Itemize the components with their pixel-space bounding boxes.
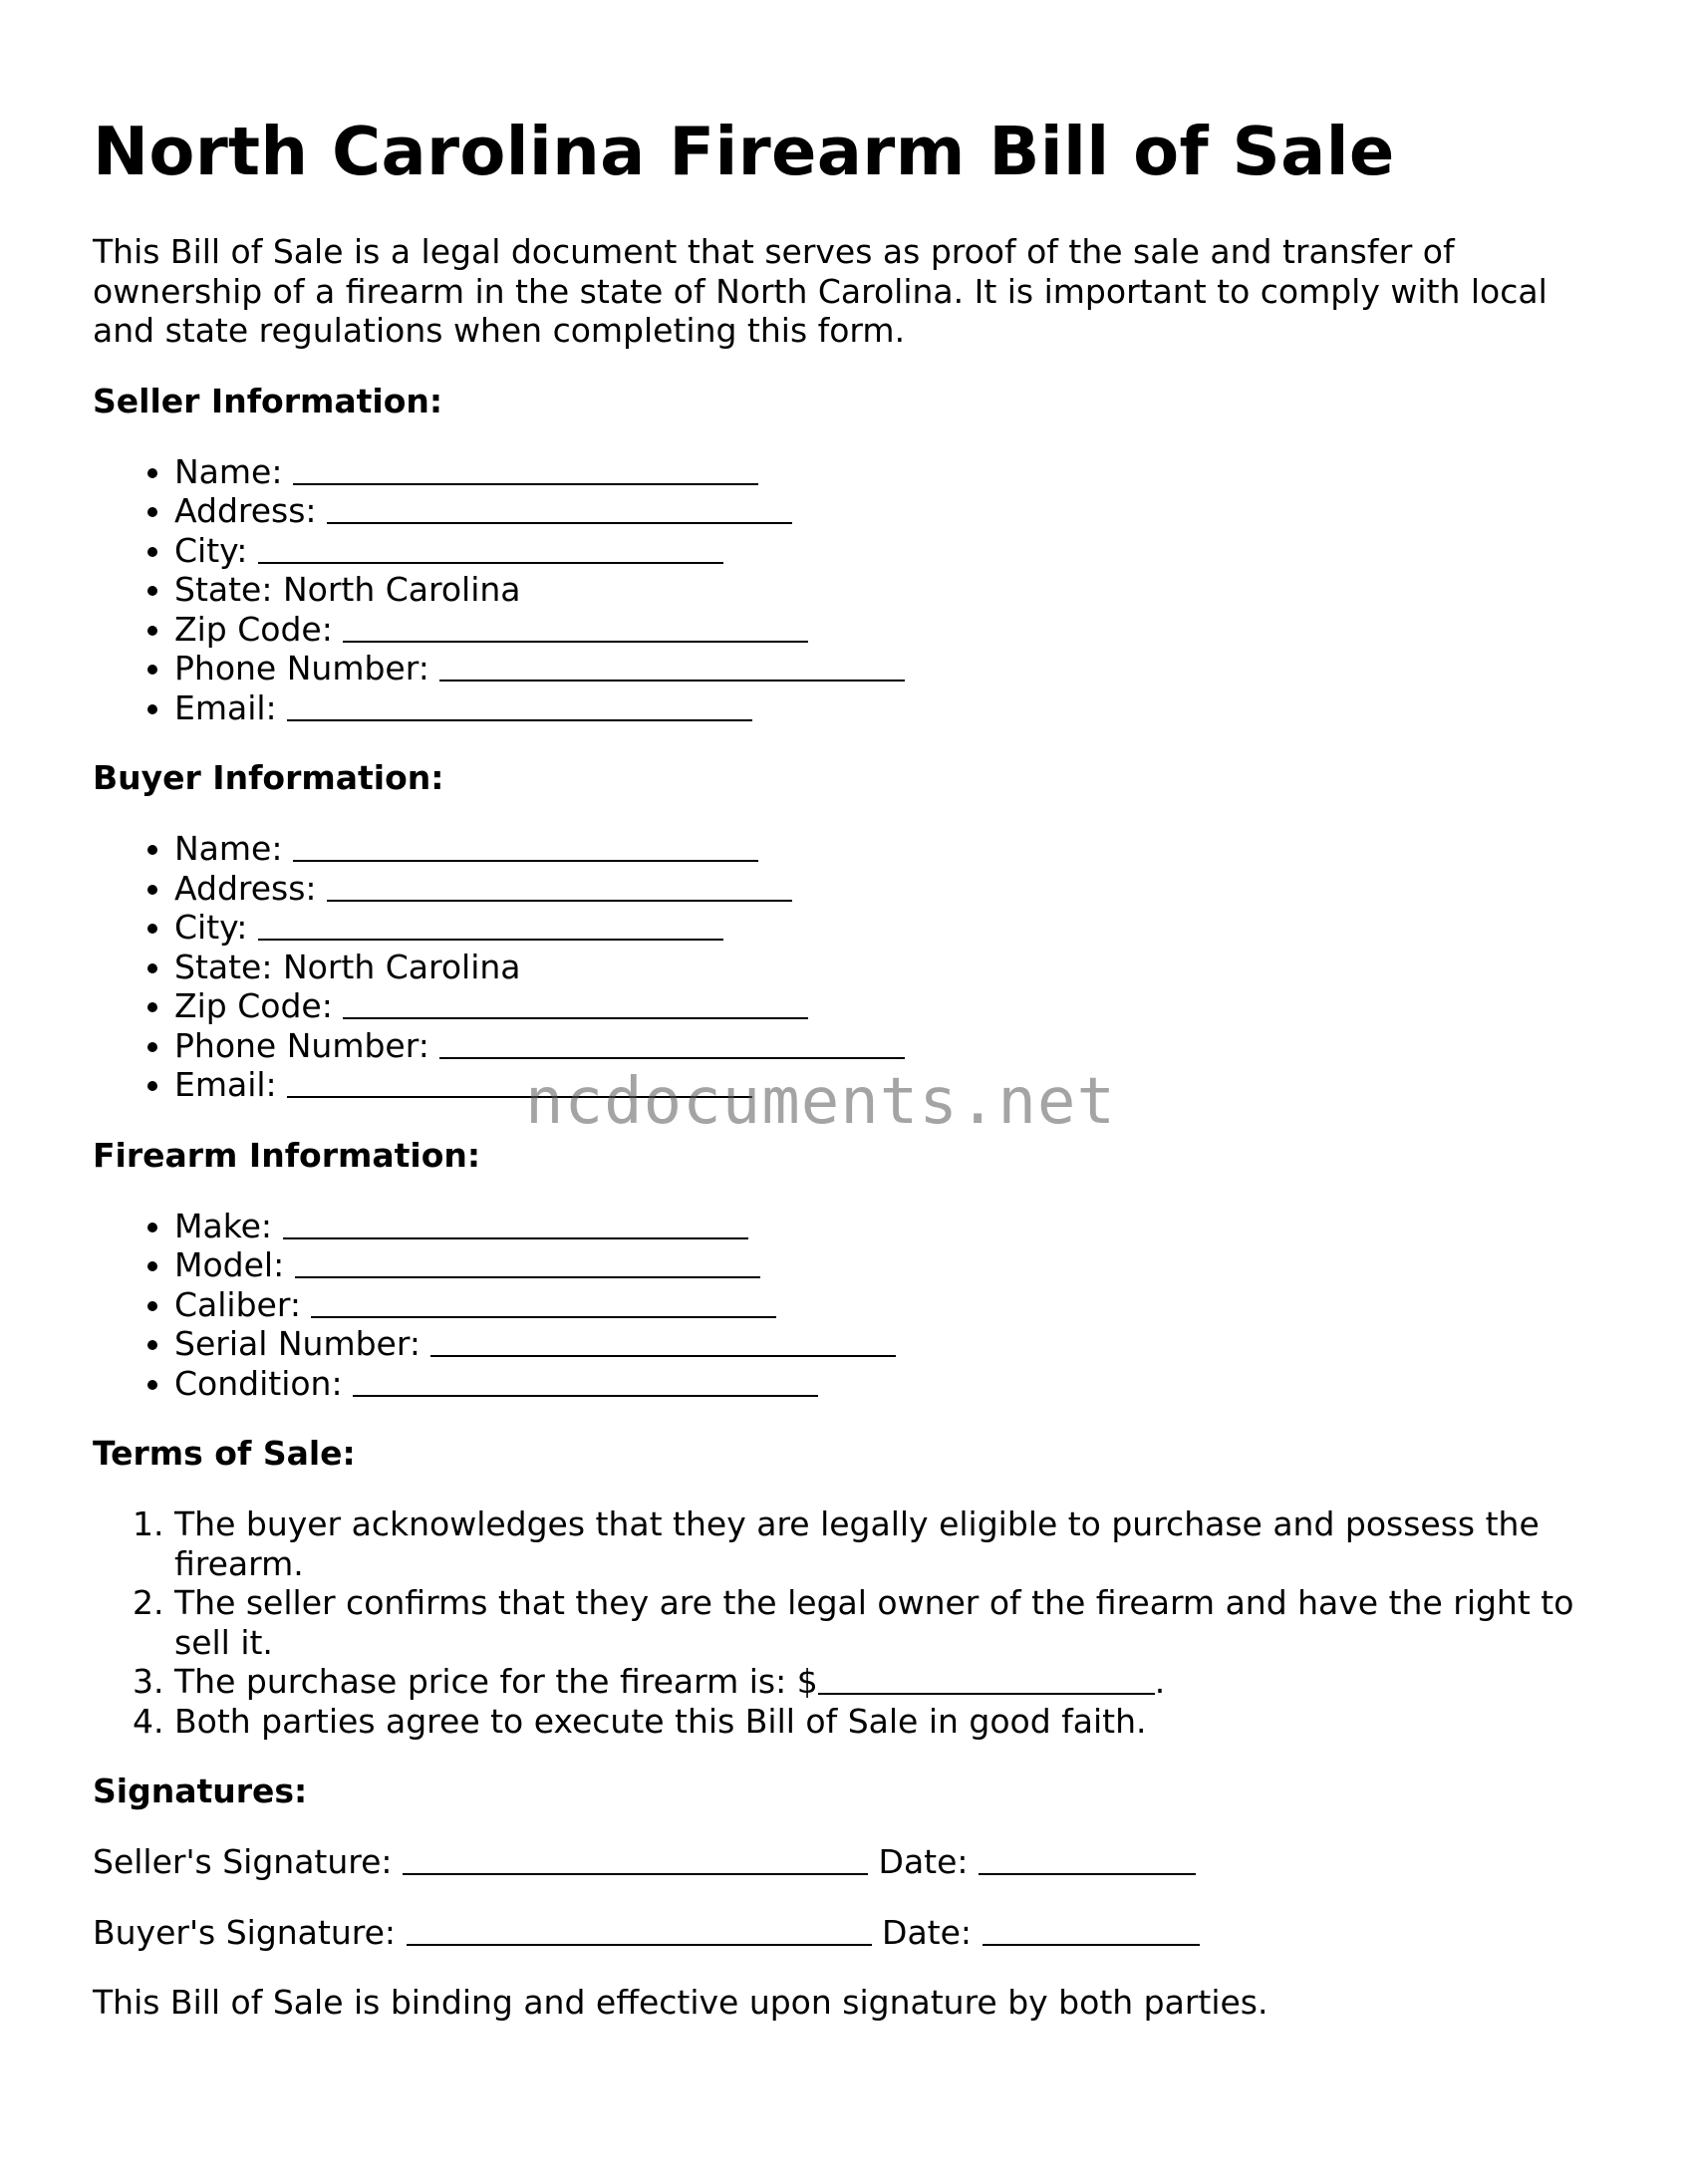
price-prefix: The purchase price for the firearm is: $ — [174, 1662, 818, 1701]
buyer-phone-item — [174, 1026, 1607, 1066]
field-label: Name: — [174, 829, 283, 868]
field-label: Zip Code: — [174, 986, 333, 1025]
firearm-make-item — [174, 1207, 1607, 1246]
purchase-price-field[interactable] — [818, 1691, 1155, 1695]
buyer-section-heading: Buyer Information: — [93, 758, 444, 797]
seller-email-item — [174, 688, 1607, 728]
field-label: Phone Number: — [174, 649, 429, 687]
firearm-serial-field[interactable] — [430, 1353, 896, 1357]
seller-email-field[interactable] — [287, 717, 752, 721]
buyer-date-field[interactable] — [983, 1942, 1200, 1946]
buyer-phone-field[interactable] — [439, 1055, 905, 1059]
terms-item-eligibility: 1. The buyer acknowledges that they are legally eligible to purchase and possess the firearm. — [174, 1504, 1607, 1583]
terms-item-ownership: 2. The seller confirms that they are the legal owner of the firearm and have the right to sell it. — [174, 1583, 1607, 1662]
seller-address-item — [174, 491, 1607, 531]
seller-phone-field[interactable] — [439, 678, 905, 682]
firearm-make-field[interactable] — [283, 1235, 748, 1239]
field-label: Condition: — [174, 1363, 343, 1403]
seller-address-field[interactable] — [327, 520, 792, 524]
seller-date-field[interactable] — [979, 1871, 1196, 1875]
terms-section-heading: Terms of Sale: — [93, 1434, 356, 1473]
firearm-caliber-item — [174, 1285, 1607, 1325]
buyer-signature-label: Buyer's Signature: — [93, 1912, 397, 1952]
firearm-model-field[interactable] — [295, 1274, 760, 1278]
field-label: City: — [174, 530, 248, 570]
firearm-model-item — [174, 1245, 1607, 1285]
seller-city-item — [174, 531, 1607, 571]
field-label: Name: — [174, 451, 283, 491]
firearm-section-heading: Firearm Information: — [93, 1135, 481, 1175]
firearm-condition-field[interactable] — [353, 1393, 818, 1397]
seller-signature-label: Seller's Signature: — [93, 1842, 393, 1881]
buyer-signature-line — [93, 1913, 1607, 1953]
firearm-caliber-field[interactable] — [311, 1314, 776, 1318]
buyer-state-value: North Carolina — [282, 947, 521, 986]
firearm-field-list — [93, 1207, 1607, 1404]
seller-signature-line — [93, 1842, 1607, 1882]
document-title: North Carolina Firearm Bill of Sale — [93, 113, 1395, 190]
field-label: Zip Code: — [174, 609, 333, 649]
watermark-text: ncdocuments.net — [525, 1065, 1116, 1139]
field-label: Model: — [174, 1245, 285, 1284]
field-label: Email: — [174, 1065, 277, 1104]
buyer-state-item — [174, 948, 1607, 987]
field-label: Address: — [174, 868, 317, 908]
seller-city-field[interactable] — [258, 560, 723, 564]
field-label: Caliber: — [174, 1284, 301, 1324]
price-suffix: . — [1154, 1662, 1166, 1701]
seller-zip-field[interactable] — [343, 639, 808, 643]
seller-zip-item — [174, 610, 1607, 650]
closing-statement: This Bill of Sale is binding and effective upon signature by both parties. — [93, 1983, 1268, 2022]
terms-item-good-faith: 4. Both parties agree to execute this Bill of Sale in good faith. — [174, 1702, 1607, 1742]
field-label: Serial Number: — [174, 1324, 421, 1363]
field-label: Make: — [174, 1206, 273, 1245]
buyer-zip-field[interactable] — [343, 1015, 808, 1019]
buyer-address-item — [174, 869, 1607, 909]
seller-name-field[interactable] — [293, 481, 758, 485]
buyer-city-item — [174, 908, 1607, 948]
buyer-name-field[interactable] — [293, 858, 758, 862]
terms-item-price — [174, 1662, 1607, 1702]
seller-name-item — [174, 452, 1607, 492]
firearm-serial-item — [174, 1324, 1607, 1364]
field-label: City: — [174, 908, 248, 947]
buyer-signature-field[interactable] — [407, 1942, 872, 1946]
buyer-zip-item — [174, 986, 1607, 1026]
field-label: Address: — [174, 491, 317, 530]
seller-state-item — [174, 570, 1607, 610]
signatures-section-heading: Signatures: — [93, 1772, 308, 1810]
buyer-date-label: Date: — [882, 1912, 973, 1952]
buyer-name-item — [174, 829, 1607, 869]
field-label: State: — [174, 947, 273, 986]
terms-list — [93, 1504, 1607, 1741]
field-label: Phone Number: — [174, 1025, 429, 1065]
seller-section-heading: Seller Information: — [93, 381, 443, 420]
seller-phone-item — [174, 649, 1607, 688]
seller-state-value: North Carolina — [282, 570, 521, 609]
buyer-address-field[interactable] — [327, 898, 792, 902]
field-label: Email: — [174, 687, 277, 727]
seller-field-list — [93, 452, 1607, 728]
intro-paragraph: This Bill of Sale is a legal document that serves as proof of the sale and transfer of ownership of a firearm in the state of North Carolina. It is important to comply with local and state regulations when completing this form. — [93, 232, 1547, 350]
buyer-city-field[interactable] — [258, 937, 723, 941]
field-label: State: — [174, 570, 273, 609]
seller-date-label: Date: — [878, 1842, 969, 1881]
firearm-condition-item — [174, 1364, 1607, 1404]
seller-signature-field[interactable] — [403, 1871, 868, 1875]
